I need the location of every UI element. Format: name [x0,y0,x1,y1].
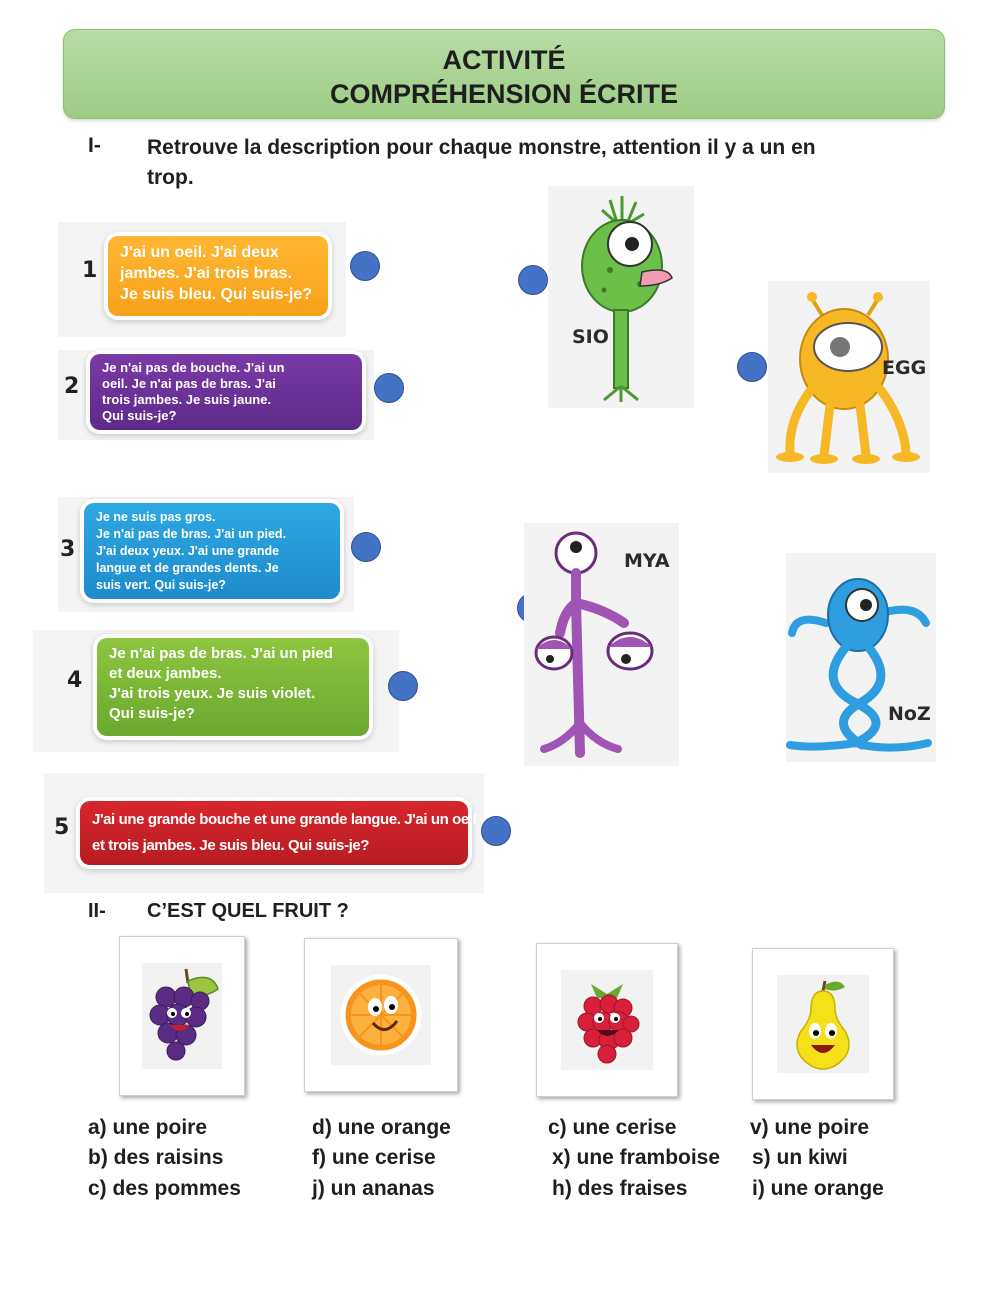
title-line-1: ACTIVITÉ [442,45,566,75]
description-line: jambes. J'ai trois bras. [120,265,292,282]
option-a-une-poire: a) une poire [88,1116,208,1139]
description-card [90,354,362,430]
fruit-card-raspberry [536,943,678,1097]
description-line: Je n'ai pas de bouche. J'ai un [102,360,285,375]
fruit-image-area [142,963,222,1069]
option-f-une-cerise: f) une cerise [312,1146,436,1169]
description-3 [58,497,354,612]
option-s-un-kiwi: s) un kiwi [752,1146,848,1169]
description-card [80,801,477,865]
description-4 [33,630,399,752]
title-banner [63,29,945,119]
option-i-une-orange: i) une orange [752,1177,884,1200]
description-number: 4 [67,668,83,693]
description-card [108,236,328,316]
monster-sio [548,186,694,408]
match-dot-description-2[interactable] [374,373,404,403]
option-h-des-fraises: h) des fraises [552,1177,688,1200]
option-v-une-poire: v) une poire [750,1116,870,1139]
description-line: Qui suis-je? [102,408,177,423]
description-1 [58,222,346,337]
description-5 [44,773,484,893]
match-dot-monster-sio[interactable] [518,265,548,295]
option-x-une-framboise: x) une framboise [552,1146,721,1169]
description-line: et trois jambes. Je suis bleu. Qui suis-je? [92,837,370,854]
monster-noz [786,553,936,762]
fruit-image-area [561,970,653,1070]
section-2-title: C’EST QUEL FRUIT ? [147,900,349,922]
description-2 [58,350,374,440]
grapes-icon [142,963,222,1069]
monster-name: SIO [572,326,609,348]
description-line: J'ai deux yeux. J'ai une grande [96,544,280,558]
description-number: 3 [60,537,76,562]
description-line: J'ai trois yeux. Je suis violet. [109,685,316,702]
description-number: 2 [64,374,80,399]
description-line: et deux jambes. [109,665,222,682]
monster-egg [768,281,930,473]
instruction-line-1: Retrouve la description pour chaque monstre, attention il y a un en [147,136,816,159]
option-c-une-cerise: c) une cerise [548,1116,677,1139]
title-line-2: COMPRÉHENSION ÉCRITE [329,79,679,109]
match-dot-description-4[interactable] [388,671,418,701]
monster-mya [524,523,679,766]
fruit-card-pear [752,948,894,1100]
monster-noz-illustration [786,553,936,762]
pear-icon [777,975,869,1073]
raspberry-icon [561,970,653,1070]
section-1-instruction [147,133,907,193]
fruit-image-area [331,965,431,1065]
description-line: oeil. Je n'ai pas de bras. J'ai [102,376,276,391]
description-line: Je ne suis pas gros. [96,510,216,524]
match-dot-description-5[interactable] [481,816,511,846]
description-line: Qui suis-je? [109,705,195,722]
monster-name: EGG [882,357,927,379]
description-card [84,503,340,599]
description-line: langue et de grandes dents. Je [96,561,279,575]
option-j-un-ananas: j) un ananas [312,1177,435,1200]
monster-sio-illustration [548,186,694,408]
section-1-number: I- [88,134,101,157]
description-line: trois jambes. Je suis jaune. [102,392,272,407]
description-line: J'ai un oeil. J'ai deux [120,244,279,261]
fruit-card-grapes [119,936,245,1096]
option-c-des-pommes: c) des pommes [88,1177,241,1200]
match-dot-monster-egg[interactable] [737,352,767,382]
description-number: 5 [54,815,70,840]
option-d-une-orange: d) une orange [312,1116,451,1139]
instruction-line-2: trop. [147,166,194,189]
fruit-image-area [777,975,869,1073]
description-line: J'ai une grande bouche et une grande langue. J'ai un oeil [92,811,477,828]
match-dot-description-1[interactable] [350,251,380,281]
option-b-des-raisins: b) des raisins [88,1146,224,1169]
description-card [97,638,369,736]
monster-name: MYA [624,550,670,572]
description-line: suis vert. Qui suis-je? [96,578,226,592]
description-number: 1 [82,258,98,283]
description-line: Je suis bleu. Qui suis-je? [120,286,313,303]
monster-name: NoZ [888,703,931,725]
match-dot-description-3[interactable] [351,532,381,562]
description-line: Je n'ai pas de bras. J'ai un pied. [96,527,287,541]
fruit-card-orange [304,938,458,1092]
description-line: Je n'ai pas de bras. J'ai un pied [109,645,333,662]
orange-icon [331,965,431,1065]
section-2-number: II- [88,900,106,922]
